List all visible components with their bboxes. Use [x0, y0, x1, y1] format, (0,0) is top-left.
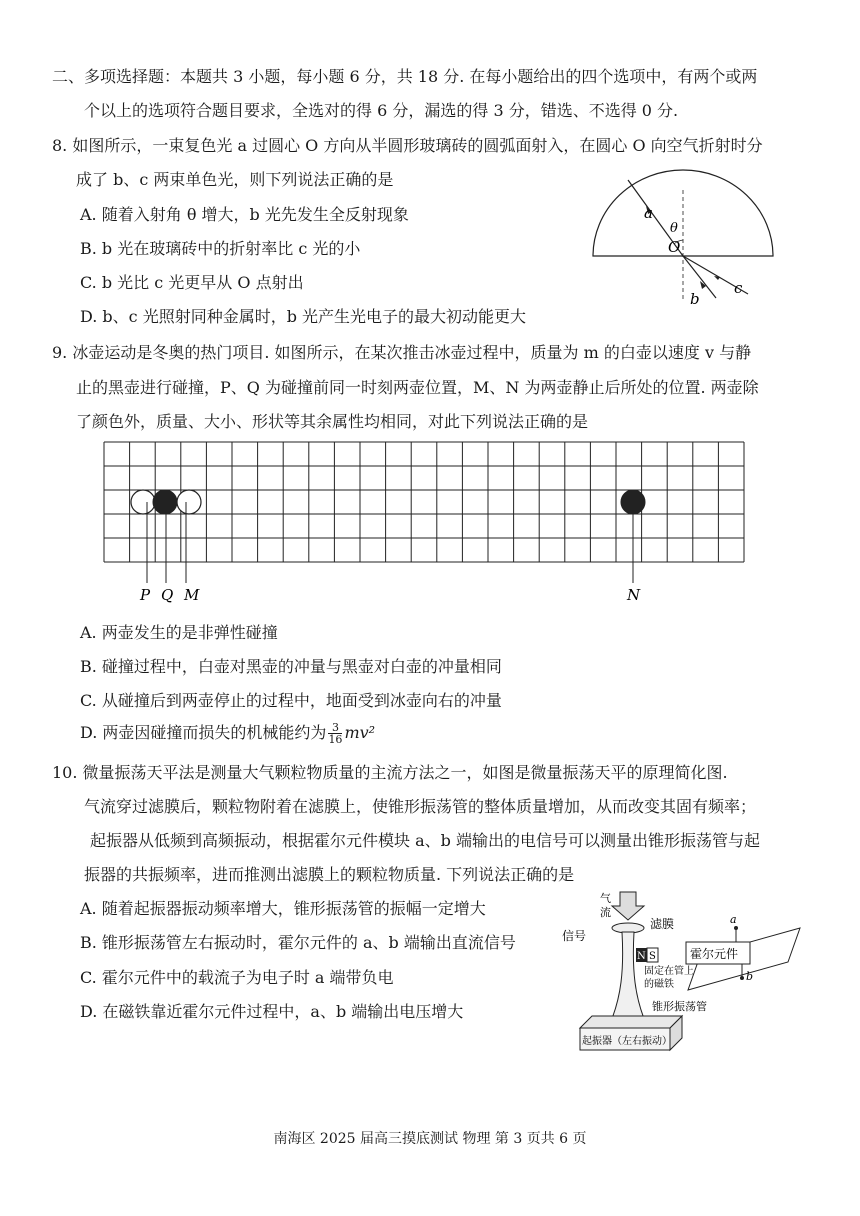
magnet-label-2: 的磁铁 — [644, 979, 674, 990]
label-M: M — [184, 586, 200, 604]
airflow-label-1: 气 — [600, 892, 611, 905]
label-b: b — [690, 290, 700, 305]
black-stone-Q — [153, 490, 177, 514]
q9-option-d-text: D. 两壶因碰撞而损失的机械能约为 — [80, 723, 327, 742]
label-P: P — [140, 586, 151, 604]
q9-option-b[interactable]: B. 碰撞过程中，白壶对黑壶的冲量与黑壶对白壶的冲量相同 — [80, 657, 502, 676]
q9-stem-line1: 9. 冰壶运动是冬奥的热门项目. 如图所示，在某次推击冰壶过程中，质量为 m 的白壶以速度 v 与静 — [52, 343, 752, 362]
airflow-label-2: 流 — [600, 906, 611, 919]
q9-option-d-expr: mv² — [344, 723, 376, 742]
tube-label: 锥形振荡管 — [652, 1000, 707, 1013]
section-heading: 二、多项选择题：本题共 3 小题，每小题 6 分，共 18 分. 在每小题给出的四个选项中，有两个或两 — [52, 67, 758, 86]
filter-label: 滤膜 — [650, 917, 675, 931]
hall-label: 霍尔元件 — [690, 947, 739, 961]
q9-option-c[interactable]: C. 从碰撞后到两壶停止的过程中，地面受到冰壶向右的冲量 — [80, 691, 502, 710]
label-c: c — [734, 279, 743, 297]
q9-option-d[interactable] — [80, 722, 375, 745]
base-top — [580, 1016, 682, 1028]
q10-option-c[interactable]: C. 霍尔元件中的载流子为电子时 a 端带负电 — [80, 968, 394, 987]
hall-terminal-a — [734, 926, 738, 930]
q9-option-a[interactable]: A. 两壶发生的是非弹性碰撞 — [80, 623, 278, 642]
white-stone-P — [131, 490, 155, 514]
q10-stem-line2: 气流穿过滤膜后，颗粒物附着在滤膜上，使锥形振荡管的整体质量增加，从而改变其固有频率； — [84, 797, 757, 816]
magnet-n-label: N — [637, 951, 646, 962]
section-instructions: 个以上的选项符合题目要求，全选对的得 6 分，漏选的得 3 分，错选、不选得 0 分. — [84, 101, 679, 120]
airflow-arrow — [612, 892, 644, 920]
hall-terminal-b — [740, 976, 744, 980]
tapered-tube — [608, 932, 648, 1028]
signal-label: 信号 — [562, 929, 587, 943]
q10-option-b[interactable]: B. 锥形振荡管左右振动时，霍尔元件的 a、b 端输出直流信号 — [80, 933, 516, 952]
q8-option-b[interactable]: B. b 光在玻璃砖中的折射率比 c 光的小 — [80, 239, 361, 258]
q9-option-d-fraction: $\frac{3}{16}$ — [328, 721, 343, 746]
q10-stem-line3: 起振器从低频到高频振动，根据霍尔元件模块 a、b 端输出的电信号可以测量出锥形振荡管与起 — [90, 831, 760, 850]
q8-option-a[interactable]: A. 随着入射角 θ 增大，b 光先发生全反射现象 — [80, 205, 409, 224]
magnet-label-1: 固定在管上 — [644, 966, 694, 977]
q10-option-d[interactable]: D. 在磁铁靠近霍尔元件过程中，a、b 端输出电压增大 — [80, 1002, 464, 1021]
q10-stem-line4: 振器的共振频率，进而推测出滤膜上的颗粒物质量. 下列说法正确的是 — [84, 865, 575, 884]
label-O: O — [668, 238, 681, 256]
q9-stem-line2: 止的黑壶进行碰撞，P、Q 为碰撞前同一时刻两壶位置，M、N 为两壶静止后所处的位置. 两壶除 — [76, 378, 759, 397]
q8-option-c[interactable]: C. b 光比 c 光更早从 O 点射出 — [80, 273, 304, 292]
label-Q: Q — [161, 586, 174, 604]
label-theta: θ — [670, 221, 678, 236]
white-stone-M — [177, 490, 201, 514]
q8-semicircle-figure — [588, 160, 778, 305]
label-N: N — [627, 586, 641, 604]
hall-label-a: a — [730, 913, 737, 926]
q8-stem-line1: 8. 如图所示，一束复色光 a 过圆心 O 方向从半圆形玻璃砖的圆弧面射入，在圆心 O 向空气折射时分 — [52, 136, 763, 155]
q10-oscillating-balance-figure — [560, 888, 820, 1058]
page-footer: 南海区 2025 届高三摸底测试 物理 第 3 页共 6 页 — [273, 1131, 587, 1147]
magnet-s-label: S — [649, 951, 656, 962]
q10-option-a[interactable]: A. 随着起振器振动频率增大，锥形振荡管的振幅一定增大 — [80, 899, 486, 918]
q8-option-d[interactable]: D. b、c 光照射同种金属时，b 光产生光电子的最大初动能更大 — [80, 307, 527, 326]
label-a: a — [644, 204, 653, 222]
hall-label-b: b — [746, 970, 754, 983]
q9-stem-line3: 了颜色外，质量、大小、形状等其余属性均相同，对此下列说法正确的是 — [76, 412, 589, 431]
q9-curling-grid-figure — [100, 438, 760, 608]
q8-stem-line2: 成了 b、c 两束单色光，则下列说法正确的是 — [76, 170, 394, 189]
q10-stem-line1: 10. 微量振荡天平法是测量大气颗粒物质量的主流方法之一，如图是微量振荡天平的原理简化图. — [52, 763, 728, 782]
base-label: 起振器（左右振动） — [582, 1036, 672, 1047]
